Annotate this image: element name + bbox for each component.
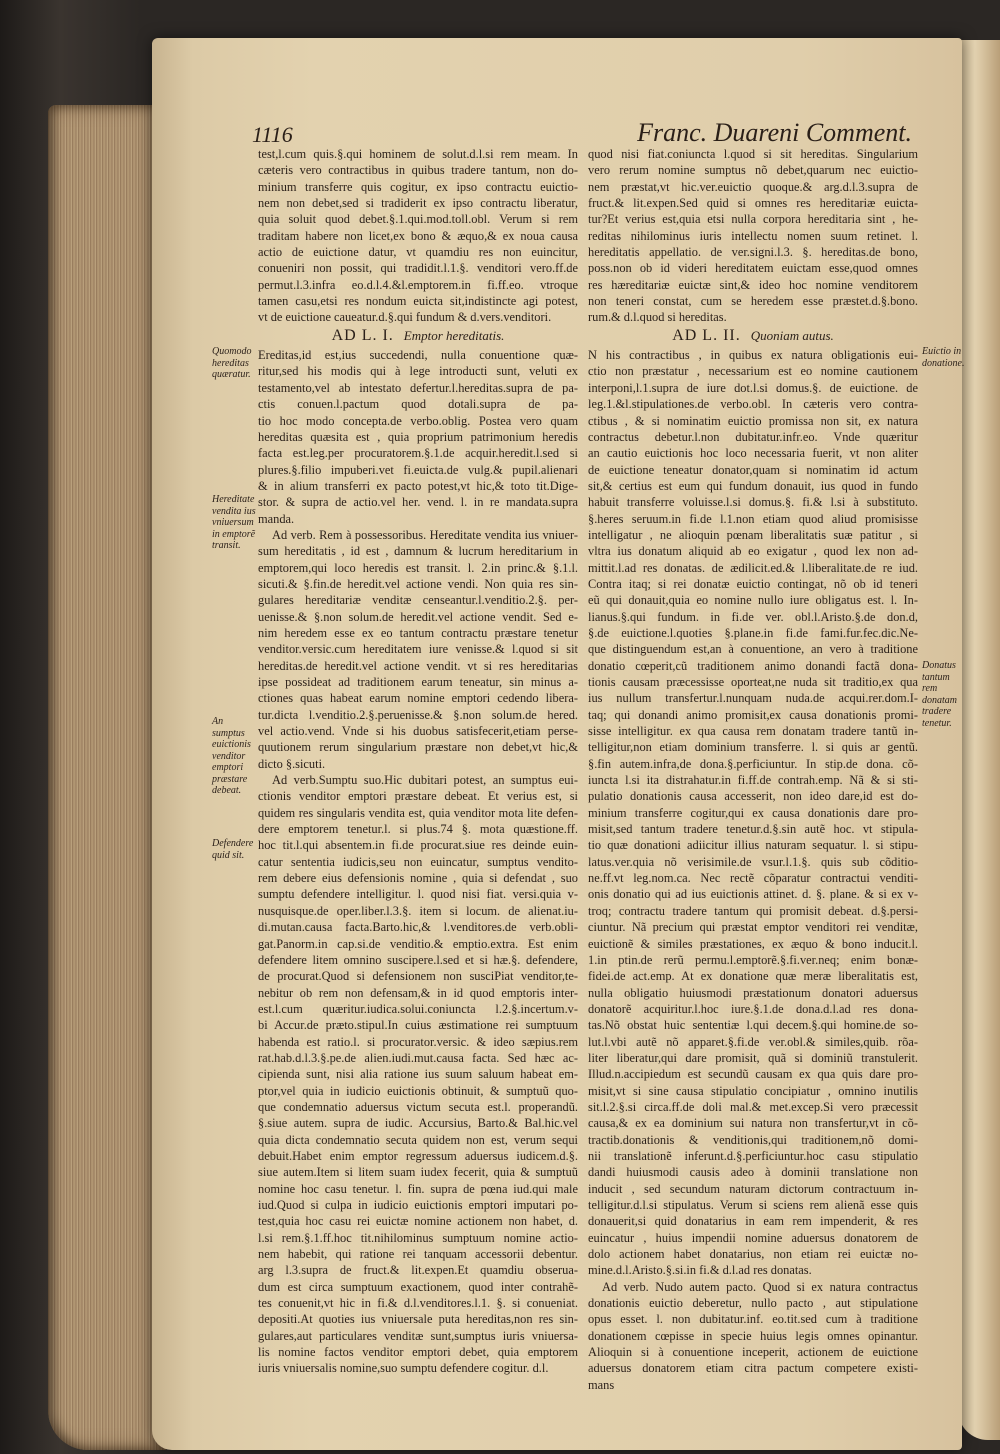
text-line: de procurat.Quod si defensionem non susciPiat venditor,te- bbox=[258, 969, 578, 984]
running-title: Franc. Duareni Comment. bbox=[637, 118, 912, 147]
text-line: Ad verb. Rem à possessoribus. Hereditate vendita ius vniuer- bbox=[272, 527, 578, 542]
text-line: contractus debetur.l.non dubitatur.infr.eo. Vnde quæritur bbox=[588, 429, 918, 444]
text-line: est.l.cum quæritur.iudica.solui.coniuncta l.2.§.incertum.v- bbox=[258, 1001, 578, 1016]
text-line: vltra ius donatum aliquid ab eo exigatur , quod lex non ad- bbox=[588, 544, 918, 559]
text-line: cæteris vero contractibus in quibus tradere tantum, non do- bbox=[258, 163, 578, 178]
text-line: habenda est ratio.l. si procurator.versic. & ideo sæpius.rem bbox=[258, 1034, 578, 1049]
right-column bbox=[588, 146, 918, 1393]
text-line: dolo actionem habet donatarius, non etiam rei euictæ no- bbox=[588, 1247, 918, 1262]
text-line: fruct.& lit.expen.Sed quid si omnes res hereditariæ euicta- bbox=[588, 196, 918, 211]
text-line: minium transferre cogitur,qui ex causa donationis dare pro- bbox=[588, 805, 918, 820]
text-line: lut.l.vbi autẽ nõ apparet.§.fi.de ver.obl.& similes,quib. rõa- bbox=[588, 1034, 918, 1049]
text-line: dandi huiusmodi causis adeo à dominii translatione non bbox=[588, 1165, 918, 1180]
heading-label: AD L. II. bbox=[672, 326, 741, 344]
text-line: donationis euictio deberetur, nullo pacto , aut stipulatione bbox=[588, 1296, 918, 1311]
text-line: interponi,l.1.supra de iure dot.l.si domus.§. de euictione. de bbox=[588, 380, 918, 395]
text-line: quia soluit quod debet.§.1.qui.mod.toll.obl. Verum si rem bbox=[258, 212, 578, 227]
text-line: N his contractibus , in quibus ex natura obligationis eui- bbox=[588, 348, 918, 363]
left-section-2 bbox=[258, 527, 578, 772]
text-line: vel actio.vend. Vnde si his duobus satisfecerit,etiam perse- bbox=[258, 724, 578, 739]
text-line: iud.Quod si culpa in iudicio euictionis emptori imputari po- bbox=[258, 1198, 578, 1212]
text-line: tio quæ donationi adiicitur illius naturam sequatur. l. si stipu- bbox=[588, 838, 918, 853]
text-line: pulatio donationis causa accesserit, non ideo dare,id est do- bbox=[588, 789, 918, 804]
text-line: Ad verb.Sumptu suo.Hic dubitari potest, an sumptus eui- bbox=[272, 773, 578, 788]
text-line: tas.Nõ obstat huic sententiæ l.qui decem.§.qui homine.de so- bbox=[588, 1018, 918, 1033]
text-line: nomine hoc casu tenetur. l. fin. supra de pœna iud.qui male bbox=[258, 1181, 578, 1196]
text-line: poss.non ob id videri hereditatem euictam esse,quod omnes bbox=[588, 261, 918, 276]
text-line: mine.d.l.Aristo.§.si.in fi.& d.l.ad res donatas. bbox=[588, 1263, 812, 1278]
text-line: ctiones quas habeat earum nomine emptori cedendo libera- bbox=[258, 691, 578, 706]
margin-note: Quomodo hereditas quæratur. bbox=[212, 346, 252, 380]
text-line: ritur,sed his modis qui à lege introducti sunt, veluti ex bbox=[258, 364, 578, 379]
text-line: eũ qui donauit,quia eo nomine nullo iure obligatus est. l. In- bbox=[588, 593, 918, 608]
text-line: mans bbox=[588, 1377, 615, 1392]
text-line: stor. & supra de actio.vel her. vend. l. in re mandata.supra bbox=[258, 495, 578, 510]
text-line: an cautio euictionis hoc loco necessaria fuerit, vt non aliter bbox=[588, 446, 918, 461]
text-line: test,quia hoc casu rei euictæ nomine actionem non habet, d. bbox=[258, 1214, 578, 1229]
text-line: venditor.versic.cum hereditatem iure venisse.& l.quod si sit bbox=[258, 642, 578, 657]
text-line: de euictione teneatur donator,quam si nominatim id actum bbox=[588, 462, 918, 477]
text-line: plures.§.filio impuberi.vet fi.euicta.de vulg.& pupil.alienari bbox=[258, 462, 578, 477]
text-line: sisse intelligitur. ex qua causa rem donatam tradere tantũ in- bbox=[588, 724, 918, 739]
text-line: tes conuenit,vt hic in fi.& d.l.venditores.l.1. §. si conueniat. bbox=[258, 1296, 578, 1311]
text-line: gat.Panorm.in cap.si.de venditio.& emptio.extra. Est enim bbox=[258, 936, 578, 951]
text-line: quidem res singularis vendita est, quia venditor mota lite defen- bbox=[258, 805, 578, 820]
text-line: manda. bbox=[258, 511, 295, 526]
text-line: gulares,aut particulares venditæ sunt,sumptus iuris vniuersa- bbox=[258, 1328, 578, 1343]
text-line: traditam habere non licet,ex bono & æquo,& ex noua causa bbox=[258, 228, 578, 243]
text-line: dere emptorem tenetur.l. si plus.74 §. mota quæstione.ff. bbox=[258, 822, 578, 837]
page-number: 1116 bbox=[252, 122, 293, 147]
text-line: catur sententia iudicis,seu non euincatur, sumptus vendito- bbox=[258, 854, 578, 869]
text-line: tionis causam præcessisse oporteat,ne nuda sit traditio,ex qua bbox=[588, 675, 918, 689]
heading-title: Emptor hereditatis. bbox=[403, 327, 505, 343]
margin-note: Defendere quid sit. bbox=[212, 838, 254, 861]
text-line: nii translationẽ inferunt.d.§.perficiuntur.hoc casu stipulatio bbox=[588, 1148, 918, 1163]
heading-title: Quoniam autus. bbox=[750, 327, 834, 343]
text-line: debuit.Habet enim emptor regressum aduersus iudicem.d.§. bbox=[258, 1148, 578, 1163]
left-column bbox=[258, 146, 578, 1377]
text-line: habuit transferre voluisse.l.si domus.§. fi.& l.si à substituto. bbox=[588, 495, 918, 510]
text-line: Ereditas,id est,ius succedendi, nulla conuentione quæ- bbox=[258, 348, 578, 363]
text-line: §.fin autem.infra,de dona.§.perficiuntur. In stip.de dona. cõ- bbox=[588, 756, 918, 771]
text-line: Ad verb. Nudo autem pacto. Quod si ex natura contractus bbox=[602, 1279, 918, 1294]
text-line: defendere litem omnino suscipere.l.sed et si hæ.§. defendere, bbox=[258, 952, 578, 967]
text-line: Illud.n.accipiedum est secundũ causam ex qua quis dare pro- bbox=[588, 1067, 918, 1082]
text-line: 1.in ptin.de rerũ permu.l.emptorẽ.§.fi.ver.neq; enim bonæ- bbox=[588, 952, 918, 967]
margin-note: Euictio in donatione. bbox=[922, 346, 965, 369]
text-line: ipse possideat ad traditionem earum teneatur, sin minus a- bbox=[258, 675, 578, 689]
text-line: opus esset. l. non dubitatur.inf. eo.tit.sed cum à traditione bbox=[588, 1312, 918, 1327]
text-line: Alioquin si à conuentione inceperit, actionem de euictione bbox=[588, 1345, 918, 1360]
text-line: vero rerum nomine sumptus nõ debet,quarum nec euictio- bbox=[588, 163, 918, 178]
text-line: fidei.de act.emp. At ex donatione quæ meræ liberalitatis est, bbox=[588, 969, 918, 984]
text-line: nem præstat,vt hic.ver.euictio quoque.& arg.d.l.3.supra de bbox=[588, 179, 918, 194]
text-line: emptorem,qui loco heredis est transit. l. 2.in princ.& §.1.l. bbox=[258, 560, 578, 575]
text-line: vt de euictione caueatur.d.§.qui fundum & d.vers.venditori. bbox=[258, 310, 552, 325]
text-line: causa,& ex ea dominium sui natura non transfertur,vt in cõ- bbox=[588, 1116, 918, 1131]
text-line: sum hereditatis , id est , damnum & lucrum hereditarium in bbox=[258, 544, 578, 559]
text-line: bi Accur.de præto.stipul.In cuius æstimatione rei sumptuum bbox=[258, 1018, 578, 1033]
left-top-paragraph bbox=[258, 146, 578, 326]
text-line: ctionis venditor emptori præstare debeat. Et verius est, si bbox=[258, 789, 578, 804]
text-line: misit,sed tantum tradere tenetur.d.§.sin autẽ hoc. vt stipula- bbox=[588, 822, 918, 837]
text-line: hereditas.de heredit.vel actione vendit. vt si res hereditarias bbox=[258, 658, 578, 673]
text-line: ciuntur. Nã precium qui præstat emptor venditori rei venditæ, bbox=[588, 920, 918, 935]
text-line: liter liberatur,qui dare promisit, quã si dominiũ transtulerit. bbox=[588, 1050, 918, 1065]
text-line: & in alium transferri ex pacto potest,vt hic,& toto tit.Dige- bbox=[258, 478, 578, 493]
text-line: cipienda sunt, nisi alia ratione ius suum saluum habeat em- bbox=[258, 1067, 578, 1082]
margin-note: Donatus tantum rem donatam tradere tenetur. bbox=[922, 660, 957, 729]
text-line: facta est.leg.per procuratorem.§.1.de acquir.heredit.l.sed si bbox=[258, 446, 578, 461]
text-line: euictionẽ & similes præstationes, ex æquo & bono inducit.l. bbox=[588, 936, 918, 951]
text-line: ptor,vel quia in iudicio euictionis obtinuit, & sumptuũ quo- bbox=[258, 1083, 578, 1098]
heading-label: AD L. I. bbox=[331, 326, 394, 344]
text-line: quutionem rerum singularium præstare non debet,vt hic,& bbox=[258, 740, 578, 755]
text-line: lis nomine factos venditor emptori debet, quia emptorem bbox=[258, 1345, 578, 1360]
text-line: actio de euictione datur, vt quamdiu res non euincitur, bbox=[258, 245, 578, 260]
margin-note: An sumptus euictionis venditor emptori præstare debeat. bbox=[212, 716, 251, 796]
text-line: tractib.donationis & venditionis,qui traditionem,nõ domi- bbox=[588, 1132, 918, 1147]
text-line: hereditas quæsita est , quia proprium patrimonium heredis bbox=[258, 429, 578, 444]
text-line: testamento,vel ab intestato defertur.l.hereditas.supra de pa- bbox=[258, 380, 578, 395]
text-line: hoc tit.l.qui absentem.in fi.de procurat.siue res deinde euin- bbox=[258, 838, 578, 853]
text-line: donationem cœpisse in specie huius legis omnes opinantur. bbox=[588, 1328, 918, 1343]
text-line: reditas nihilominus iuris intellectu nomen suum retinet. l. bbox=[588, 228, 918, 243]
text-line: sumptu defendere intelligitur. l. quod nisi fiat. versi.quia v- bbox=[258, 887, 578, 902]
text-line: di.mutan.causa facta.Barto.hic,& l.venditores.de verb.obli- bbox=[258, 920, 578, 935]
text-line: arg l.3.supra de fruct.& lit.expen.Et quamdiu obserua- bbox=[258, 1263, 578, 1278]
text-line: lianus.§.qui fundum. in fi.de ver. obl.l.Aristo.§.de don.d, bbox=[588, 609, 918, 624]
text-line: ius nullum transfertur.l.nunquam nuda.de acqui.rer.dom.I- bbox=[588, 691, 918, 706]
text-line: latus.ver.quia nõ verisimile.de vsur.l.1.§. quis sub cõditio- bbox=[588, 854, 918, 869]
text-line: res hæreditariæ euictæ sint,& ideo hoc nomine venditorem bbox=[588, 277, 918, 292]
text-line: §.de euictione.l.quoties §.plane.in fi.de fami.fur.fec.dic.Ne- bbox=[588, 625, 918, 640]
text-line: rat.hab.d.l.3.§.pe.de alien.iudi.mut.causa facta. Sed hæc ac- bbox=[258, 1050, 578, 1065]
left-section-3 bbox=[258, 772, 578, 1377]
text-line: iuncta l.si ita distrahatur.in fi.ff.de contrah.emp. Nã & si sti- bbox=[588, 773, 918, 788]
section-heading-ad-l-1 bbox=[258, 328, 578, 344]
text-line: quia dicta condemnatio secuta quidem non est, verum sequi bbox=[258, 1132, 578, 1147]
left-section-1 bbox=[258, 347, 578, 527]
text-line: conueniri non possit, qui tradidit.l.1.§. venditori vero.ff.de bbox=[258, 261, 578, 276]
text-line: §.siue autem. supra de iudic. Accursius, Barto.& Bal.hic.vel bbox=[258, 1116, 578, 1131]
text-line: troq; contractu tradere tantum qui promisit debeat. d.§.persi- bbox=[588, 903, 918, 918]
text-line: euincatur , huius impendii nomine aduersus donatorem de bbox=[588, 1230, 918, 1245]
right-section-2 bbox=[588, 1279, 918, 1393]
text-line: §.heres seruum.in fi.de l.1.non etiam quod aliud promisisse bbox=[588, 511, 918, 526]
text-line: dicto §.sicuti. bbox=[258, 756, 326, 771]
text-line: rum.& d.l.quod si hereditas. bbox=[588, 310, 727, 325]
text-line: gulares hereditariæ venditæ censeantur.l.venditio.2.§. per- bbox=[258, 593, 578, 608]
text-line: sit.l.2.§.si circa.ff.de doli mal.& met.excep.Si vero præcessit bbox=[588, 1099, 918, 1114]
text-line: tio hoc modo concepta.de verbo.oblig. Postea vero quam bbox=[258, 413, 578, 428]
text-line: permut.l.3.infra eo.d.l.4.&l.emptorem.in fi.ff.eo. vtroque bbox=[258, 277, 578, 292]
text-line: inducit , sed secundum naturam dictorum contractuum in- bbox=[588, 1181, 918, 1196]
text-line: aduersus donatorem etiam citra pactum competere existi- bbox=[588, 1361, 918, 1376]
margin-note: Hereditate vendita ius vniuersum in emptorẽ transit. bbox=[212, 494, 256, 551]
text-line: ctibus , & si nominatim euictio promissa non sit, ex natura bbox=[588, 413, 918, 428]
text-line: depositi.At quoties ius vniuersale puta hereditas,non res sin- bbox=[258, 1312, 578, 1327]
text-line: iuris vniuersalis nomine,suo sumptu defendere cogitur. d.l. bbox=[258, 1361, 549, 1376]
facing-page-edge bbox=[958, 40, 1000, 1440]
text-line: nem non debet,sed si tradiderit ex ipso contractu liberatur, bbox=[258, 196, 578, 211]
text-line: taq; qui donandi animo promisit,ex causa donationis promi- bbox=[588, 707, 918, 722]
text-line: nebitur ob rem non defensam,& in id quod emptoris inter- bbox=[258, 985, 578, 1000]
text-line: tamen casu,etsi res nondum euicta sit,indistincte agi potest, bbox=[258, 294, 578, 309]
book-page-edges bbox=[48, 105, 166, 1450]
text-line: donatorẽ acquiritur.l.hoc iure.§.1.de dona.d.l.ad res dona- bbox=[588, 1001, 918, 1016]
text-line: dum est circa sumptuum exactionem, quod inter contrahẽ- bbox=[258, 1279, 578, 1294]
text-line: mittit.l.ad res donatas. de ædilicit.ed.& l.liberalitate.de re iud. bbox=[588, 560, 918, 575]
text-line: tur.dicta l.venditio.2.§.peruenisse.& §.non solum.de hered. bbox=[258, 707, 578, 722]
right-section-1 bbox=[588, 347, 918, 1279]
text-line: nusquisque.de oper.liber.l.3.§. item si locum. de alienat.iu- bbox=[258, 903, 578, 918]
text-line: nulla obligatio huiusmodi præstationum donatori aduersus bbox=[588, 985, 918, 1000]
text-line: que distinguendum est,an à conuentione, an vero à traditione bbox=[588, 642, 918, 657]
text-line: non teneri constat, cum se heredem esse præstet.d.§.bono. bbox=[588, 294, 918, 309]
text-line: sicuti.& §.fin.de heredit.vel actione vendi. Non quia res sin- bbox=[258, 576, 578, 591]
text-line: ctis conuen.l.pactum quod dotali.supra de pa- bbox=[258, 397, 578, 412]
text-line: minium transferre quis cogitur, ex ipso contractu euictio- bbox=[258, 179, 578, 194]
text-line: nem habebit, qui ratione rei tanquam accessorii debentur. bbox=[258, 1247, 578, 1262]
text-line: donauerit,si quid donatarius in eam rem impenderit, & res bbox=[588, 1214, 918, 1229]
text-line: donatio cœperit,cũ traditionem animo donandi factã dona- bbox=[588, 658, 918, 673]
text-line: l.si rem.§.1.ff.hoc tit.nihilominus sumptuum nomine actio- bbox=[258, 1230, 578, 1245]
text-line: siue autem.Item si litem suam iudex fecerit, quia & sumptuũ bbox=[258, 1165, 578, 1180]
text-line: telligitur.d.l.si stipulatus. Verum si sciens rem alienã esse quis bbox=[588, 1198, 918, 1212]
text-line: Contra itaq; si rei donatæ euictio contingat, nõ ob id teneri bbox=[588, 576, 918, 591]
text-line: intelligatur , ne alioquin pœnam liberalitatis suæ patitur , si bbox=[588, 527, 918, 542]
text-line: sit,& certius est eum qui fundum donauit, ius quod in fundo bbox=[588, 478, 918, 493]
text-line: telligitur,non etiam dominium transferre. l. si quis ar gentũ. bbox=[588, 740, 918, 755]
text-line: leg.1.&l.stipulationes.de verbo.obl. In cæteris vero contra- bbox=[588, 397, 918, 412]
right-top-paragraph bbox=[588, 146, 918, 326]
text-line: nim heredem esse ex eo tantum contractu præstare tenetur bbox=[258, 625, 578, 640]
text-line: onis donatio qui ad ius euictionis attinet. d. §. plane. & si ex v- bbox=[588, 887, 918, 902]
text-line: hereditatis appellatio. de ver.signi.l.3. §. hereditas.de bono, bbox=[588, 245, 918, 260]
text-line: ne.ff.vt leg.nom.ca. Nec rectẽ cõparatur contractui venditi- bbox=[588, 871, 918, 886]
text-line: que condemnatio aduersus victum secuta est.l. properandũ. bbox=[258, 1099, 578, 1114]
text-line: rem debere eius defensionis nomine , quia si defendat , suo bbox=[258, 871, 578, 886]
text-line: uenisse.& §.non solum.de heredit.vel actione vendit. Sed e- bbox=[258, 609, 578, 624]
text-line: tur?Et verius est,quia etsi nulla corpora hereditaria sint , he- bbox=[588, 212, 918, 227]
text-line: quod nisi fiat.coniuncta l.quod si sit hereditas. Singularium bbox=[588, 147, 918, 161]
text-line: misit,vt si sine causa stipulatio concipiatur , omnino inutilis bbox=[588, 1083, 918, 1098]
text-line: ctio non præstatur , necessarium est eo nomine cautionem bbox=[588, 364, 918, 379]
text-line: test,l.cum quis.§.qui hominem de solut.d.l.si rem meam. In bbox=[258, 147, 578, 161]
section-heading-ad-l-2 bbox=[588, 328, 918, 344]
